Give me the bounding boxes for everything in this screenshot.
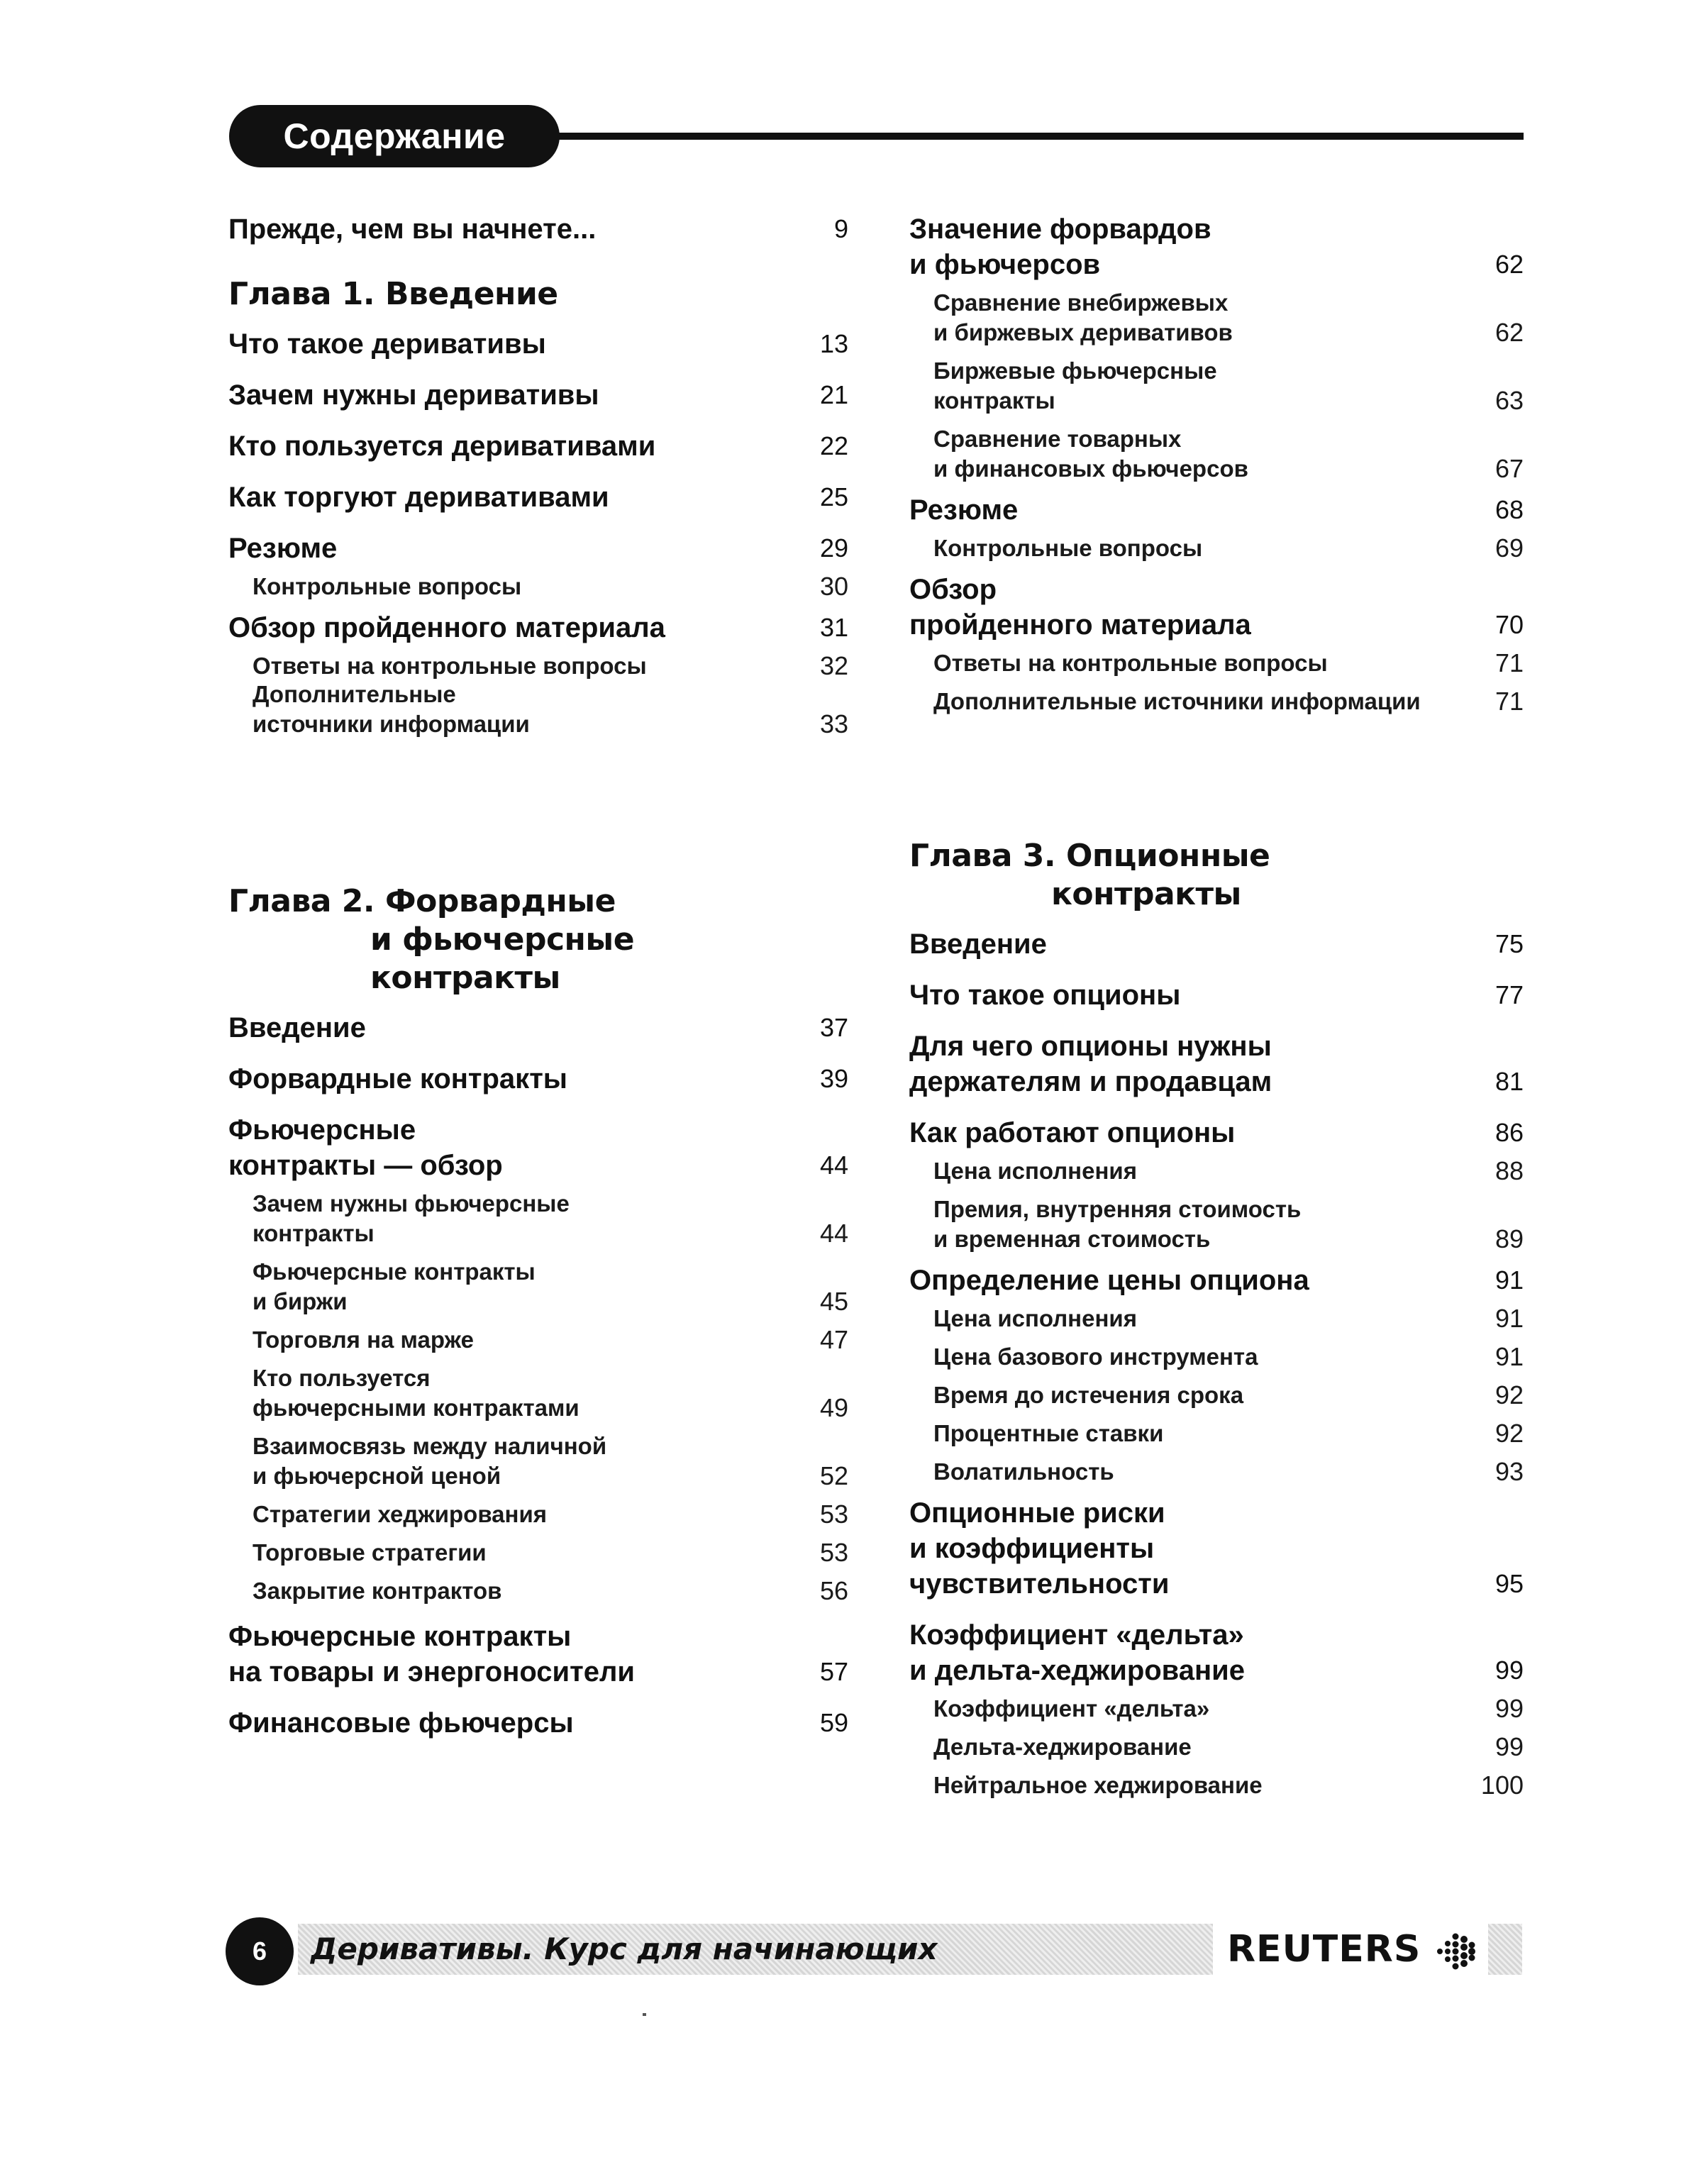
- toc-entry-title: и биржи: [253, 1288, 348, 1314]
- toc-page-number: 95: [1494, 1569, 1524, 1598]
- toc-page-number: 30: [819, 572, 848, 601]
- book-title: Деривативы. Курс для начинающих: [311, 1932, 938, 1966]
- toc-page-number: 52: [819, 1461, 848, 1490]
- toc-page-number: 70: [1494, 610, 1524, 639]
- toc-entry-title: Взаимосвязь между наличной: [253, 1433, 607, 1459]
- toc-column-right-chapter-3: [909, 837, 1524, 1809]
- toc-entry-title: Процентные ставки: [933, 1420, 1164, 1446]
- toc-entry[interactable]: [228, 480, 848, 515]
- toc-page-number: 49: [819, 1393, 848, 1422]
- toc-subentry[interactable]: [253, 680, 848, 739]
- toc-entry-title: Введение: [909, 929, 1047, 960]
- toc-entry[interactable]: [909, 1495, 1524, 1602]
- toc-subentry[interactable]: [933, 288, 1524, 348]
- toc-page-number: 25: [819, 482, 848, 511]
- toc-entry-title: Ответы на контрольные вопросы: [253, 653, 647, 679]
- toc-subentry[interactable]: [933, 1195, 1524, 1254]
- chapter-3-heading: [909, 837, 1524, 914]
- chapter-title-line: Глава 2. Форвардные: [228, 883, 616, 919]
- toc-entry[interactable]: [909, 1029, 1524, 1099]
- toc-entry-title: Фьючерсные: [228, 1114, 416, 1146]
- toc-page-number: 39: [819, 1064, 848, 1093]
- toc-entry-title: Для чего опционы нужны: [909, 1031, 1272, 1062]
- toc-entry-title: Коэффициент «дельта»: [933, 1695, 1210, 1722]
- toc-subentry[interactable]: [933, 1342, 1524, 1372]
- toc-entry[interactable]: [228, 610, 848, 645]
- toc-entry-title: Контрольные вопросы: [253, 573, 522, 599]
- toc-subentry[interactable]: [253, 572, 848, 602]
- toc-entry-title: Торговля на марже: [253, 1326, 474, 1353]
- header-rule: [539, 133, 1524, 140]
- toc-page-number: 33: [819, 709, 848, 738]
- toc-entry[interactable]: [909, 211, 1524, 282]
- toc-entry-title: Сравнение внебиржевых: [933, 289, 1229, 316]
- toc-entry-title: Прежде, чем вы начнете...: [228, 214, 597, 245]
- toc-entry-title: Дополнительные источники информации: [933, 688, 1421, 714]
- toc-subentry[interactable]: [253, 1500, 848, 1529]
- toc-subentry[interactable]: [253, 1576, 848, 1606]
- toc-page-number: 44: [819, 1219, 848, 1248]
- toc-entry-title: Ответы на контрольные вопросы: [933, 650, 1328, 676]
- toc-subentry[interactable]: [253, 1431, 848, 1491]
- toc-page-number: 57: [819, 1657, 848, 1686]
- publisher-brand: REUTERS: [1227, 1928, 1421, 1971]
- toc-entry-title: Форвардные контракты: [228, 1063, 567, 1095]
- toc-page-number: 22: [819, 431, 848, 460]
- toc-entry-title: Закрытие контрактов: [253, 1578, 502, 1604]
- toc-entry-intro[interactable]: [228, 211, 848, 247]
- toc-page-number: 71: [1494, 687, 1524, 716]
- toc-page-number: 91: [1494, 1265, 1524, 1295]
- toc-title: Содержание: [229, 105, 560, 167]
- toc-entry-title: Контрольные вопросы: [933, 535, 1203, 561]
- toc-entry-title: контракты: [933, 387, 1055, 414]
- toc-entry-title: Коэффициент «дельта»: [909, 1619, 1244, 1651]
- toc-page-number: 91: [1494, 1304, 1524, 1333]
- footer-band-end: [1488, 1924, 1522, 1975]
- toc-entry-title: Цена исполнения: [933, 1158, 1137, 1184]
- toc-entry-title: на товары и энергоносители: [228, 1656, 635, 1688]
- toc-page-number: 99: [1494, 1694, 1524, 1723]
- toc-subentry[interactable]: [933, 356, 1524, 416]
- toc-entry[interactable]: [228, 1061, 848, 1097]
- toc-entry[interactable]: [228, 428, 848, 464]
- toc-entry-title: Значение форвардов: [909, 214, 1211, 245]
- toc-entry[interactable]: [228, 531, 848, 566]
- toc-page-number: 99: [1494, 1732, 1524, 1761]
- toc-entry-title: Волатильность: [933, 1458, 1114, 1485]
- toc-entry[interactable]: [228, 1010, 848, 1046]
- toc-subentry[interactable]: [253, 1538, 848, 1568]
- toc-subentry[interactable]: [933, 1771, 1524, 1800]
- toc-subentry[interactable]: [253, 1325, 848, 1355]
- toc-entry[interactable]: [228, 1619, 848, 1690]
- toc-entry-title: фьючерсными контрактами: [253, 1395, 580, 1421]
- toc-entry-title: Зачем нужны фьючерсные: [253, 1190, 570, 1217]
- toc-entry-title: Нейтральное хеджирование: [933, 1772, 1263, 1798]
- chapter-title-line: контракты: [370, 960, 560, 996]
- toc-entry-title: Кто пользуется деривативами: [228, 431, 656, 462]
- toc-subentry[interactable]: [933, 533, 1524, 563]
- toc-entry-title: чувствительности: [909, 1568, 1170, 1600]
- toc-page-number: 37: [819, 1013, 848, 1042]
- toc-entry-title: Цена исполнения: [933, 1305, 1137, 1331]
- toc-page-number: 75: [1494, 929, 1524, 958]
- toc-subentry[interactable]: [253, 651, 848, 681]
- toc-page-number: 62: [1494, 318, 1524, 347]
- toc-entry-title: Обзор: [909, 574, 997, 605]
- toc-subentry[interactable]: [253, 1363, 848, 1423]
- toc-entry-title: контракты: [253, 1220, 375, 1246]
- toc-entry-title: пройденного материала: [909, 609, 1251, 641]
- toc-entry-title: Стратегии хеджирования: [253, 1501, 548, 1527]
- toc-entry-title: Торговые стратегии: [253, 1539, 487, 1566]
- toc-entry-title: Резюме: [909, 494, 1019, 526]
- toc-subentry[interactable]: [933, 1156, 1524, 1186]
- toc-page-number: 59: [819, 1708, 848, 1737]
- toc-page-number: 100: [1480, 1771, 1524, 1800]
- chapter-2-heading: [228, 882, 848, 997]
- toc-page-number: 81: [1494, 1067, 1524, 1096]
- toc-entry-title: Что такое деривативы: [228, 328, 546, 360]
- toc-column-right: [909, 211, 1524, 725]
- toc-entry-title: и фьючерсной ценой: [253, 1463, 501, 1489]
- toc-entry-title: Дополнительные: [253, 681, 456, 707]
- toc-page-number: 31: [819, 613, 848, 642]
- toc-page-number: 67: [1494, 454, 1524, 483]
- toc-entry-title: Как работают опционы: [909, 1117, 1236, 1148]
- toc-entry-title: контракты — обзор: [228, 1150, 503, 1181]
- toc-entry-title: Фьючерсные контракты: [228, 1621, 572, 1652]
- toc-entry-title: Время до истечения срока: [933, 1382, 1244, 1408]
- toc-entry-title: и дельта-хеджирование: [909, 1655, 1245, 1686]
- chapter-1-heading: Глава 1. Введение: [228, 276, 558, 312]
- toc-entry-title: Премия, внутренняя стоимость: [933, 1196, 1302, 1222]
- toc-entry-title: Введение: [228, 1012, 366, 1043]
- toc-subentry[interactable]: [933, 1304, 1524, 1334]
- toc-entry-title: Зачем нужны деривативы: [228, 379, 599, 411]
- toc-entry[interactable]: [909, 492, 1524, 528]
- toc-page-number: 92: [1494, 1419, 1524, 1448]
- toc-entry-title: и коэффициенты: [909, 1533, 1155, 1564]
- toc-entry-title: держателям и продавцам: [909, 1066, 1272, 1097]
- toc-entry-title: Биржевые фьючерсные: [933, 358, 1217, 384]
- toc-subentry[interactable]: [933, 1457, 1524, 1487]
- page-number-badge: 6: [226, 1917, 294, 1985]
- toc-subentry[interactable]: [933, 424, 1524, 484]
- toc-entry[interactable]: [909, 1617, 1524, 1688]
- chapter-title-line: и фьючерсные: [370, 921, 635, 958]
- toc-entry[interactable]: [909, 1115, 1524, 1151]
- chapter-title-line: Глава 3. Опционные: [909, 838, 1270, 874]
- toc-page-number: 32: [819, 651, 848, 680]
- toc-entry-title: Финансовые фьючерсы: [228, 1707, 574, 1739]
- toc-subentry[interactable]: [933, 648, 1524, 678]
- toc-page-number: 89: [1494, 1224, 1524, 1253]
- toc-page-number: 91: [1494, 1342, 1524, 1371]
- toc-page-number: 92: [1494, 1380, 1524, 1409]
- toc-entry-title: Цена базового инструмента: [933, 1343, 1258, 1370]
- toc-subentry[interactable]: [933, 687, 1524, 716]
- toc-entry-title: Резюме: [228, 533, 338, 564]
- toc-page-number: 77: [1494, 980, 1524, 1009]
- toc-subentry[interactable]: [933, 1732, 1524, 1762]
- toc-entry-title: Определение цены опциона: [909, 1265, 1309, 1296]
- toc-entry-title: и биржевых деривативов: [933, 319, 1233, 345]
- toc-subentry[interactable]: [933, 1694, 1524, 1724]
- toc-page-number: 93: [1494, 1457, 1524, 1486]
- toc-entry-title: и фьючерсов: [909, 249, 1101, 280]
- toc-entry[interactable]: [228, 1112, 848, 1183]
- toc-page-number: 53: [819, 1538, 848, 1567]
- toc-page-number: 86: [1494, 1118, 1524, 1147]
- toc-entry-title: Дельта-хеджирование: [933, 1734, 1192, 1760]
- reuters-dots-icon: [1433, 1928, 1480, 1975]
- toc-page-number: 63: [1494, 386, 1524, 415]
- toc-subentry[interactable]: [933, 1380, 1524, 1410]
- toc-subentry[interactable]: [253, 1257, 848, 1317]
- toc-entry-title: Кто пользуется: [253, 1365, 431, 1391]
- toc-entry-title: Сравнение товарных: [933, 426, 1182, 452]
- toc-entry-title: Опционные риски: [909, 1497, 1165, 1529]
- toc-entry-title: и финансовых фьючерсов: [933, 455, 1248, 482]
- toc-entry[interactable]: [909, 926, 1524, 962]
- toc-entry-title: Как торгуют деривативами: [228, 482, 609, 513]
- toc-page-number: 29: [819, 533, 848, 563]
- toc-entry-title: Фьючерсные контракты: [253, 1258, 536, 1285]
- toc-page-number: 68: [1494, 495, 1524, 524]
- toc-column-left-chapter-2: [228, 882, 848, 1756]
- toc-entry[interactable]: [228, 377, 848, 413]
- toc-page-number: 56: [819, 1576, 848, 1605]
- toc-entry-title: Обзор пройденного материала: [228, 612, 665, 643]
- toc-subentry[interactable]: [253, 1189, 848, 1248]
- toc-entry-title: Что такое опционы: [909, 980, 1181, 1011]
- toc-page-number: 9: [833, 214, 848, 243]
- toc-entry-title: источники информации: [253, 711, 530, 737]
- toc-page-number: 45: [819, 1287, 848, 1316]
- toc-subentry[interactable]: [933, 1419, 1524, 1448]
- toc-entry[interactable]: [228, 326, 848, 362]
- toc-entry[interactable]: [228, 1705, 848, 1741]
- toc-page-number: 71: [1494, 648, 1524, 677]
- toc-entry[interactable]: [909, 572, 1524, 643]
- toc-page-number: 47: [819, 1325, 848, 1354]
- toc-page-number: 99: [1494, 1656, 1524, 1685]
- scan-artifact: [643, 2013, 646, 2016]
- toc-page-number: 44: [819, 1151, 848, 1180]
- toc-page-number: 69: [1494, 533, 1524, 563]
- toc-entry-title: и временная стоимость: [933, 1226, 1211, 1252]
- toc-entry[interactable]: [909, 1263, 1524, 1298]
- toc-entry[interactable]: [909, 977, 1524, 1013]
- toc-page-number: 62: [1494, 250, 1524, 279]
- toc-page-number: 53: [819, 1500, 848, 1529]
- toc-page-number: 13: [819, 329, 848, 358]
- toc-page-number: 21: [819, 380, 848, 409]
- toc-column-left: [228, 211, 848, 748]
- chapter-title-line: контракты: [1051, 876, 1241, 912]
- toc-page-number: 88: [1494, 1156, 1524, 1185]
